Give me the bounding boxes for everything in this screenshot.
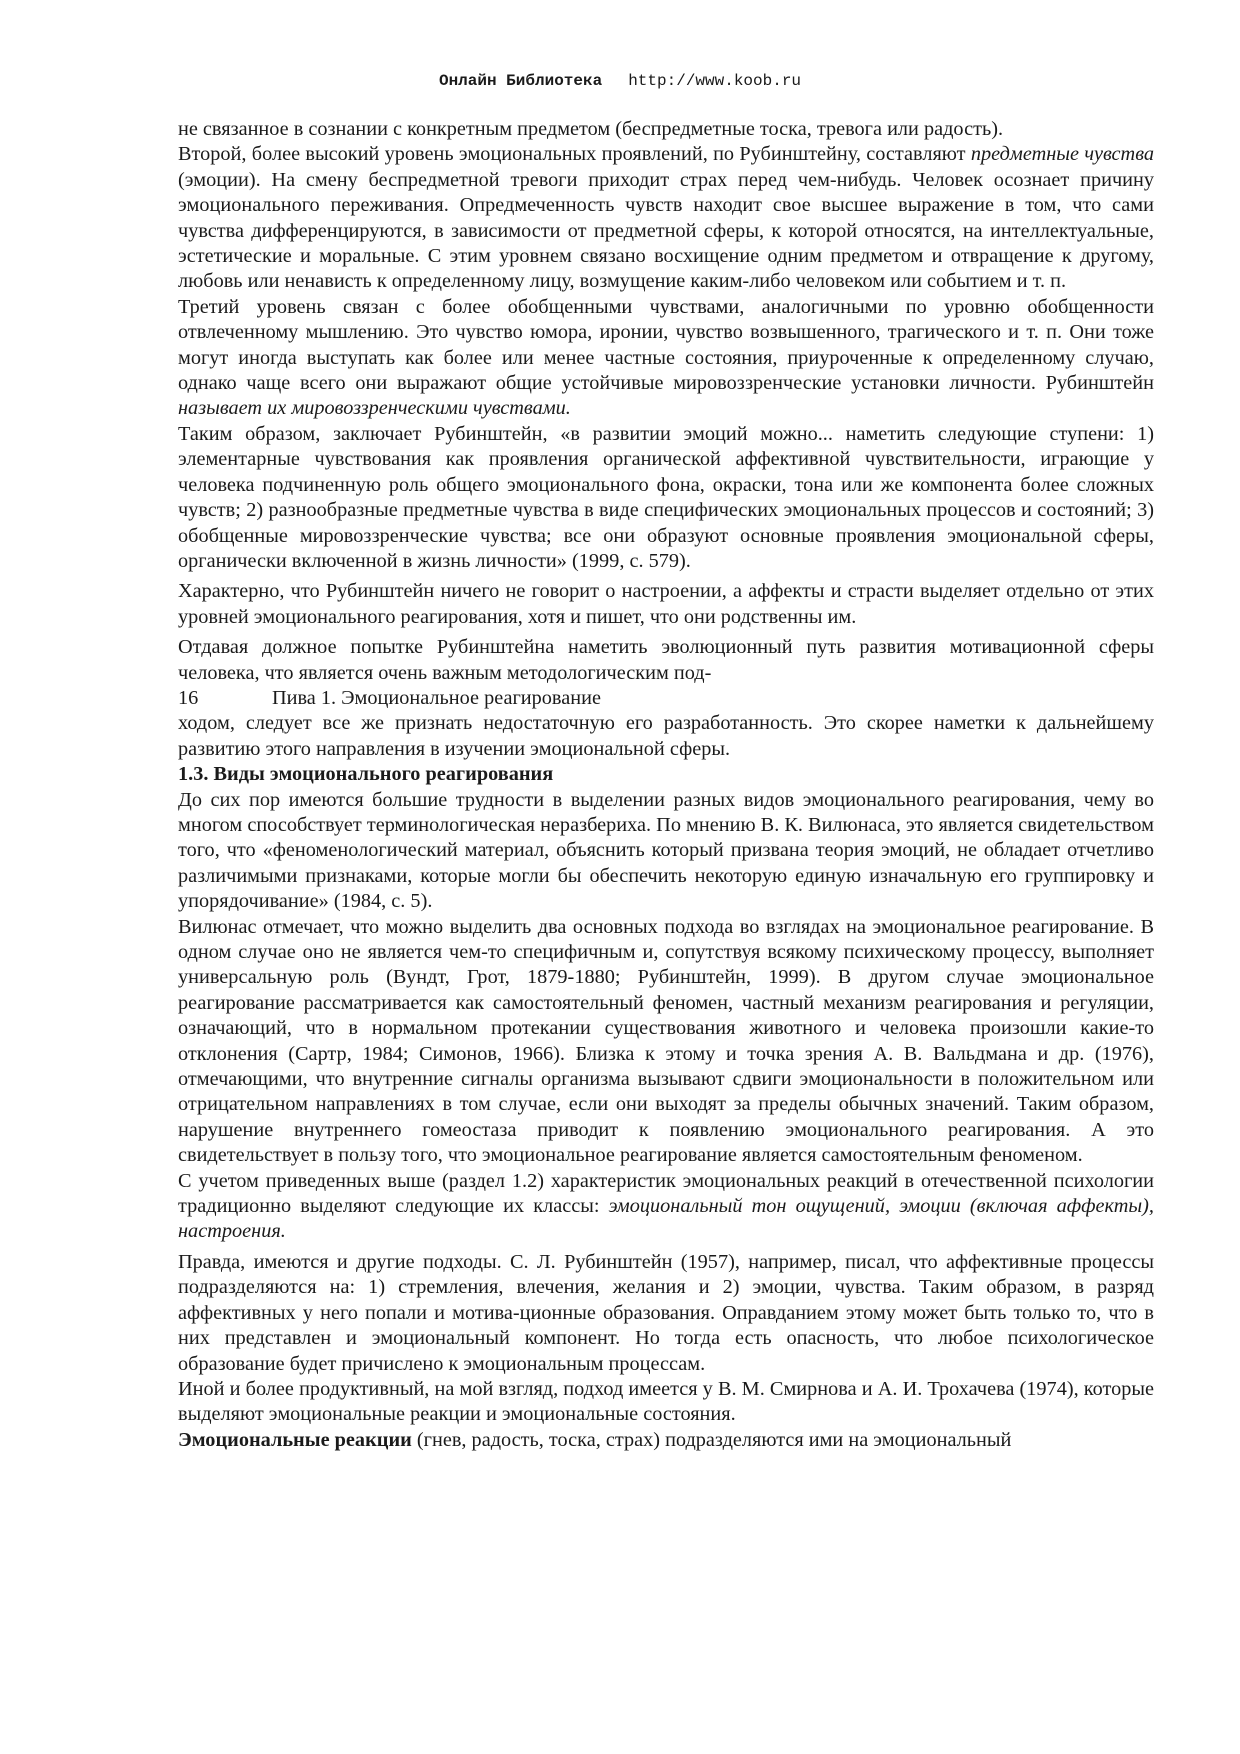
- emphasis-text: эмоциональный тон ощущений, эмоции (включая аффекты), настроения.: [178, 1195, 1154, 1243]
- paragraph: ходом, следует все же признать недостаточную его разработанность. Это скорее наметки к дальнейшему развитию этого направления в изучении эмоциональной сферы.: [178, 712, 1154, 760]
- document-body: [178, 117, 1154, 1453]
- paragraph: Вилюнас отмечает, что можно выделить два основных подхода во взглядах на эмоциональное реагирование. В одном случае оно не является чем-то специфичным и, сопутствуя всякому психическому процессу, выполняет универсальную роль (Вундт, Грот, 1879-1880; Рубинштейн, 1999). В другом случае эмоциональное реагирование рассматривается как самостоятельный феномен, частный механизм реагирования и регуляции, означающий, что в нормальном протекании существования животного и человека произошли какие-то отклонения (Сартр, 1984; Симонов, 1966). Близка к этому и точка зрения А. В. Вальдмана и др. (1976), отмечающими, что внутренние сигналы организма вызывают сдвиги эмоциональности в положительном или отрицательном направлениях в том случае, если они выходят за пределы обычных значений. Таким образом, нарушение внутреннего гомеостаза приводит к появлению эмоционального реагирования. А это свидетельствует в пользу того, что эмоциональное реагирование является самостоятельным феноменом.: [178, 915, 1154, 1167]
- paragraph: [178, 142, 1154, 294]
- page-number: 16: [178, 686, 199, 709]
- paragraph: Характерно, что Рубинштейн ничего не говорит о настроении, а аффекты и страсти выделяет отдельно от этих уровней эмоционального реагирования, хотя и пишет, что они родственны им.: [178, 580, 1154, 628]
- paragraph: Таким образом, заключает Рубинштейн, «в развитии эмоций можно... наметить следующие ступени: 1) элементарные чувствования как проявления органической аффективной чувствительности, играющие у человека подчиненную роль общего эмоционального фона, окраски, тона или же компонента более сложных чувств; 2) разнообразные предметные чувства в виде специфических эмоциональных процессов и состояний; 3) обобщенные мировоззренческие чувства; все они образуют основные проявления эмоциональной сферы, органически включенной в жизнь личности» (1999, с. 579).: [178, 422, 1154, 572]
- paragraph-text: Второй, более высокий уровень эмоциональных проявлений, по Рубинштейну, составляют: [178, 143, 966, 166]
- site-name: Онлайн Библиотека: [438, 72, 603, 90]
- paragraph: Иной и более продуктивный, на мой взгляд, подход имеется у В. М. Смирнова и А. И. Трохачева (1974), которые выделяют эмоциональные реакции и эмоциональные состояния.: [178, 1377, 1154, 1426]
- emphasis-text: называет их мировоззренческими чувствами.: [178, 397, 571, 420]
- site-url[interactable]: http://www.koob.ru: [628, 72, 802, 90]
- paragraph-text: Третий уровень связан с более обобщенными чувствами, аналогичными по уровню обобщенности отвлеченному мышлению. Это чувство юмора, иронии, чувство возвышенного, трагического и т. п. Они тоже могут иногда выступать как более или менее частные состояния, приуроченные к определенному случаю, однако чаще всего они выражают общие устойчивые мировоззренческие установки личности. Рубинштейн: [178, 295, 1154, 395]
- paragraph-text: (эмоции). На смену беспредметной тревоги приходит страх перед чем-нибудь. Человек осознает причину эмоционального переживания. Опредмеченность чувств находит свое высшее выражение в том, что сами чувства дифференцируются, в зависимости от предметной сферы, к которой относятся, на интеллектуальные, эстетические и моральные. С этим уровнем связано восхищение одним предметом и отвращение к другому, любовь или ненависть к определенному лицу, возмущение каким-либо человеком или событием и т. п.: [178, 168, 1154, 293]
- paragraph: не связанное в сознании с конкретным предметом (беспредметные тоска, тревога или радость).: [178, 118, 1004, 140]
- paragraph: [178, 1428, 1154, 1453]
- emphasis-text: предметные чувства: [970, 143, 1155, 166]
- paragraph: [178, 1169, 1154, 1245]
- page-header: [0, 72, 1240, 90]
- paragraph: [178, 295, 1154, 422]
- section-title: 1.3. Виды эмоционального реагирования: [178, 763, 554, 786]
- paragraph: Отдавая должное попытке Рубинштейна наметить эволюционный путь развития мотивационной сферы человека, что является очень важным методологическим под-: [178, 636, 1154, 684]
- paragraph: Правда, имеются и другие подходы. С. Л. Рубинштейн (1957), например, писал, что аффективные процессы подразделяются на: 1) стремления, влечения, желания и 2) эмоции, чувства. Таким образом, в разряд аффективных у него попали и мотива-ционные образования. Оправданием этому может быть только то, что в них представлен и эмоциональный компонент. Но тогда есть опасность, что любое психологическое образование будет причислено к эмоциональным процессам.: [178, 1250, 1154, 1375]
- paragraph: До сих пор имеются большие трудности в выделении разных видов эмоционального реагирования, чему во многом способствует терминологическая неразбериха. По мнению В. К. Вилюнаса, это является свидетельством того, что «феноменологический материал, объяснить который призвана теория эмоций, не обладает отчетливо различимыми признаками, которые могли бы обеспечить некоторую единую изначальную его группировку и упорядочивание» (1984, с. 5).: [178, 788, 1154, 913]
- paragraph-text: (гнев, радость, тоска, страх) подразделяются ими на эмоциональный: [416, 1428, 1012, 1451]
- paragraph-text: С учетом приведенных выше (раздел 1.2) характеристик эмоциональных реакций в отечественной психологии традиционно выделяют следующие их классы:: [178, 1169, 1154, 1218]
- running-head: Пива 1. Эмоциональное реагирование: [272, 686, 601, 709]
- page-break-marker: [178, 686, 1154, 711]
- bold-term: Эмоциональные реакции: [178, 1428, 412, 1451]
